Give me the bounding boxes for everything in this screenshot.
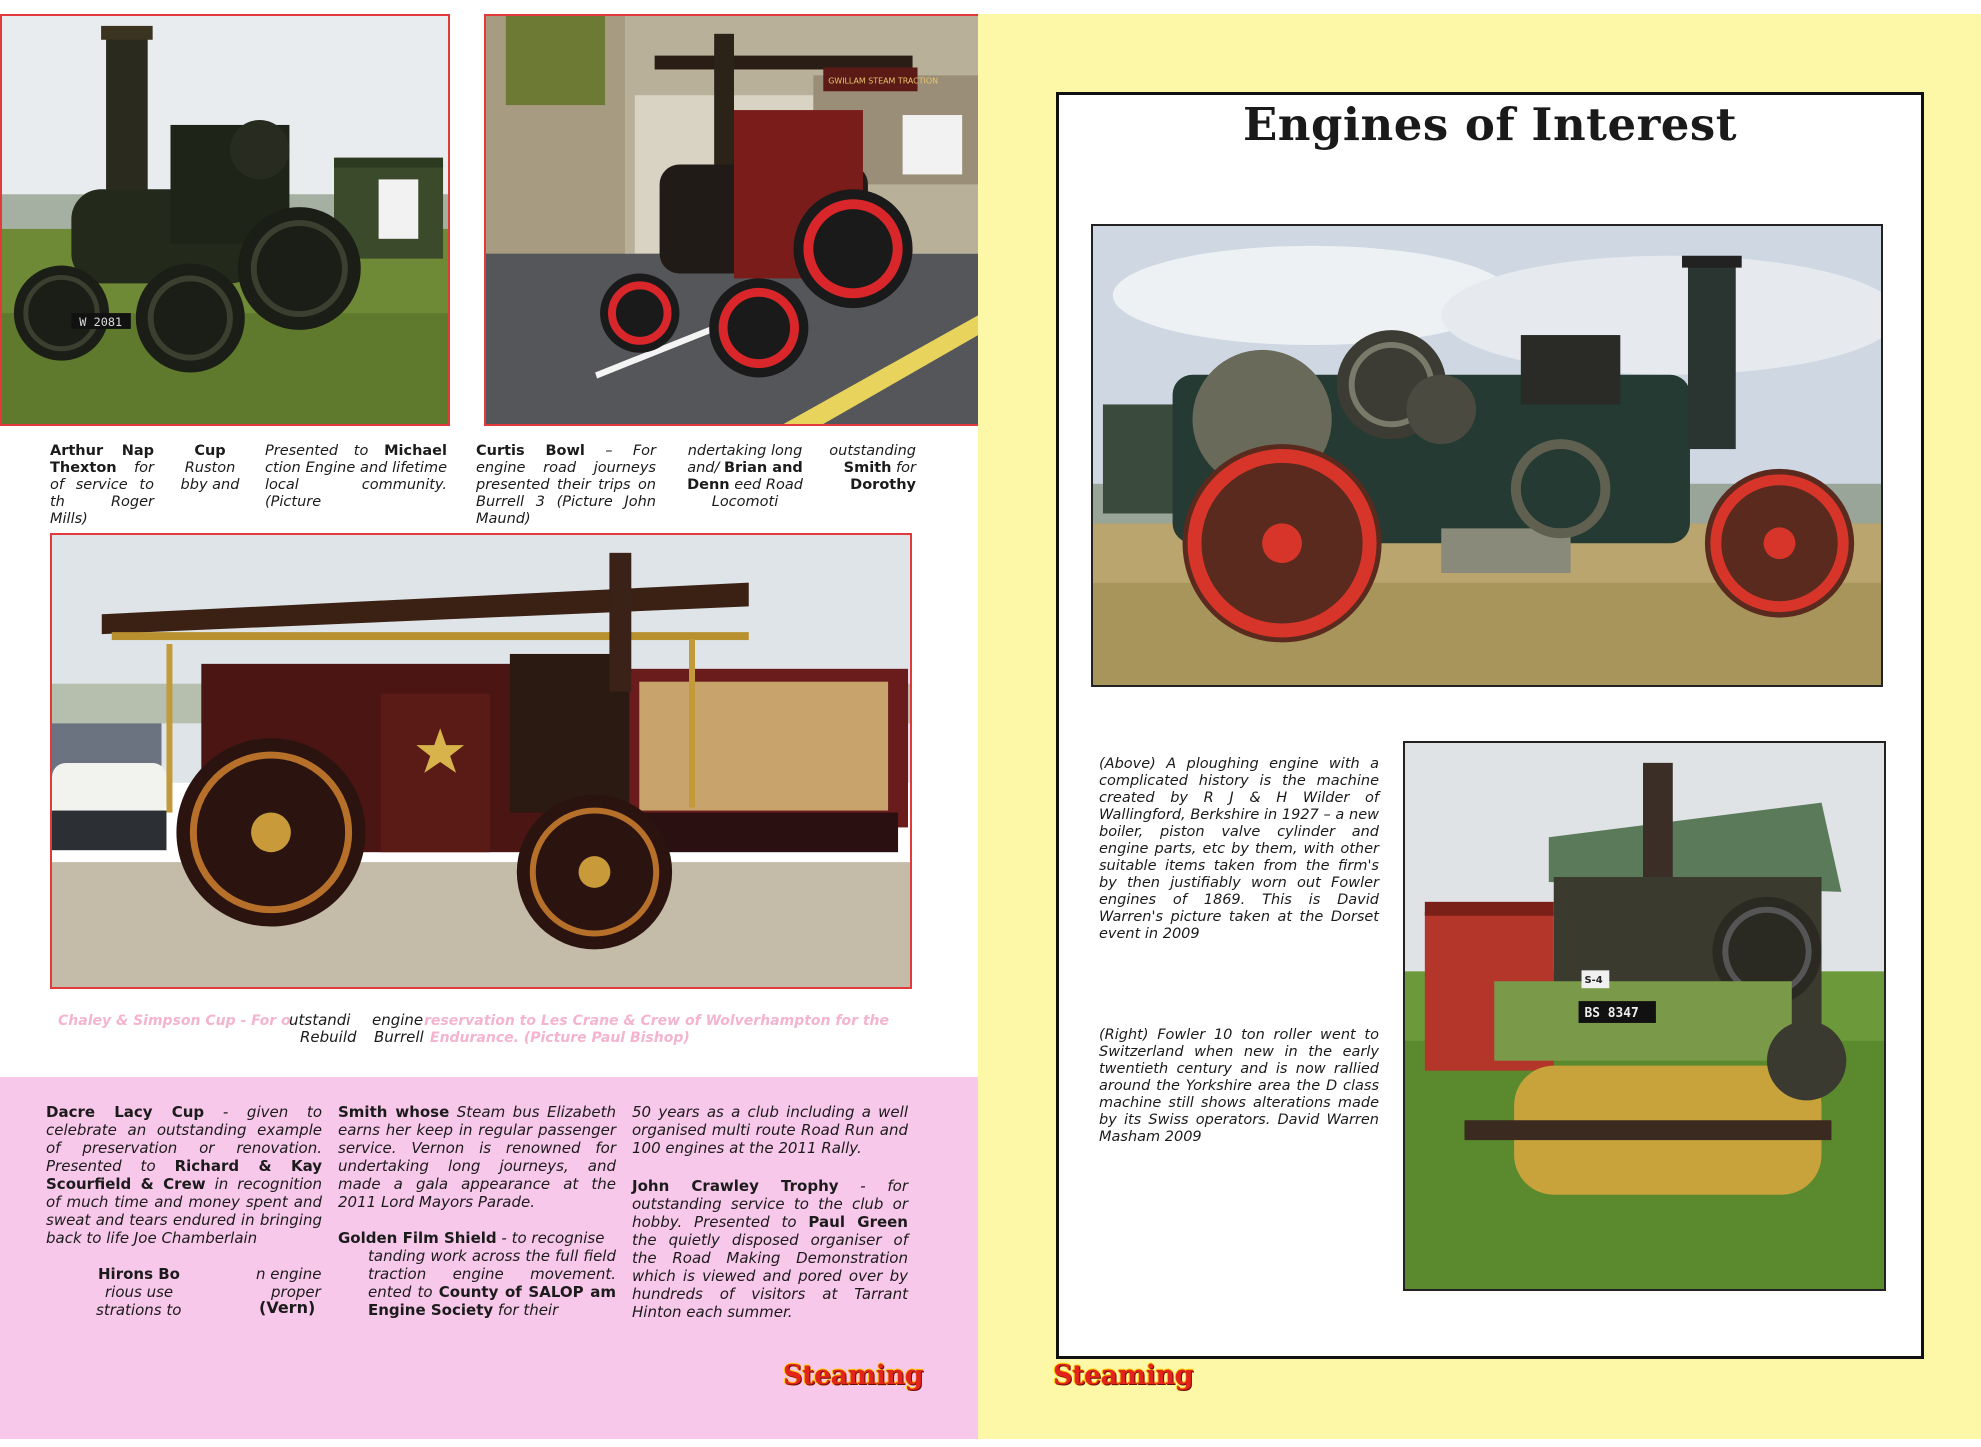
article-col1-hirons-a: Hirons Bo	[98, 1265, 180, 1283]
photo3-caption-engine: engine	[372, 1011, 424, 1029]
photo2-caption-col2: ndertaking long and/ Brian and Denn eed Road Locomoti	[687, 443, 803, 510]
photo2-caption-col1: Curtis Bowl – For engine road journeys presented their trips on Burrell 3 (Picture John Maund)	[476, 443, 656, 527]
article-col3: 50 years as a club including a well organised multi route Road Run and 100 engines at the 2011 Rally.	[632, 1103, 908, 1157]
photo3-caption-faint-line2: Endurance. (Picture Paul Bishop)	[430, 1030, 690, 1046]
photo3-caption-utstandi: utstandi	[289, 1011, 351, 1029]
photo1-caption-col3: Presented to Michael ction Engine and lifetime local community. (Picture	[265, 443, 447, 510]
roller-number-plate: BS 8347	[1584, 1005, 1639, 1021]
article-col2-golden: Golden Film Shield - to recognise	[338, 1229, 605, 1247]
caption-fowler-roller: (Right) Fowler 10 ton roller went to Switzerland when new in the early twentieth century and is now rallied around the Yorkshire area the D class machine still shows alterations made by its Swiss operators. David Warren Masham 2009	[1099, 1027, 1379, 1145]
article-col1-strations: strations to	[96, 1301, 182, 1319]
photo3-caption-burrell: Burrell	[374, 1028, 424, 1046]
article-col1-rious: rious use	[105, 1283, 174, 1301]
photo1-caption-col1: Arthur Nap Thexton for of service to th Roger Mills)	[50, 443, 154, 527]
steaming-logo-left: Steaming	[783, 1360, 923, 1391]
photo-showmans-engine	[50, 533, 912, 989]
photo-ploughing-engine	[1091, 224, 1883, 687]
photo-ruston-engine	[0, 14, 450, 426]
article-col2: Smith whose Steam bus Elizabeth earns her keep in regular passenger service. Vernon is renowned for undertaking long journeys, and made a gala appearance at the 2011 Lord Mayors Parade.	[338, 1103, 616, 1211]
photo3-caption-faint-right: reservation to Les Crane & Crew of Wolverhampton for the	[424, 1013, 890, 1029]
article-col1-proper: proper	[271, 1283, 321, 1301]
article-col1-vern: (Vern)	[259, 1298, 316, 1317]
roller-tag: S-4	[1584, 975, 1603, 987]
steaming-logo-right: Steaming	[1053, 1360, 1193, 1391]
article-col1-hirons-b: n engine	[256, 1265, 322, 1283]
plate-text: W 2081	[79, 314, 123, 329]
engine-board-text: GWILLAM STEAM TRACTION	[828, 76, 939, 86]
photo2-caption-col3: outstanding Smith for Dorothy	[829, 443, 916, 493]
photo1-caption-col2: Cup Ruston bby and	[180, 443, 240, 493]
photo-fowler-roller	[1403, 741, 1886, 1291]
photo3-caption-rebuild: Rebuild	[300, 1028, 357, 1046]
article-col1: Dacre Lacy Cup - given to celebrate an outstanding example of preservation or renovation. Presented to Richard & Kay Scourfield & Crew in recognition of much time and money spent and sweat and tears endured in bringing back to life Joe Chamberlain	[46, 1103, 323, 1247]
page-title: Engines of Interest	[1242, 98, 1738, 151]
caption-ploughing-engine: (Above) A ploughing engine with a complicated history is the machine created by R J & H Wilder of Wallingford, Berkshire in 1927 – a new boiler, piston valve cylinder and engine parts, etc by them, with other suitable items taken from the firm's by then justifiably worn out Fowler engines of 1869. This is David Warren's picture taken at the Dorset event in 2009	[1099, 756, 1379, 942]
article-col2-salop: tanding work across the full field traction engine movement. ented to County of SALOP am Engine Society for their	[368, 1247, 616, 1319]
article-col3-crawley: John Crawley Trophy - for outstanding service to the club or hobby. Presented to Paul Green the quietly disposed organiser of the Road Making Demonstration which is viewed and pored over by hundreds of visitors at Tarrant Hinton each summer.	[632, 1177, 908, 1321]
photo-burrell-road-engine	[484, 14, 984, 426]
photo3-caption-faint-left: Chaley & Simpson Cup - For o	[58, 1013, 291, 1029]
